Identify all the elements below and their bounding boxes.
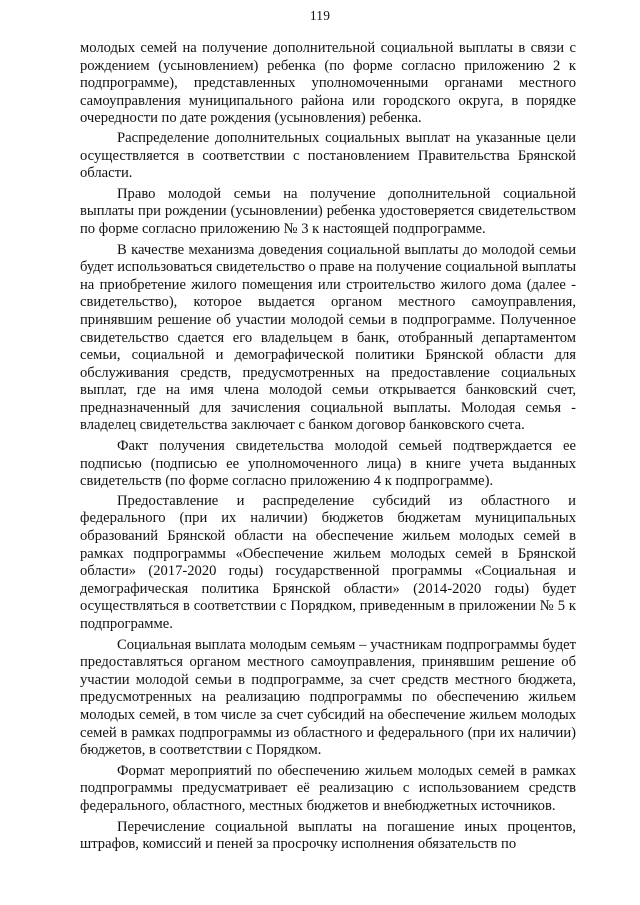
document-body — [80, 40, 576, 854]
paragraph-continued: молодых семей на получение дополнительной социальной выплаты в связи с рождением (усыновлением) ребенка (по форме согласно приложению 2 к подпрограмме), представленных уполномоченными органами местного самоуправления муниципального района или городского округа, в порядке очередности по дате рождения (усыновления) ребенка. — [80, 40, 576, 127]
paragraph-format: Формат мероприятий по обеспечению жильем молодых семей в рамках подпрограммы предусматривает её реализацию с использованием средств федерального, областного, местных бюджетов и внебюджетных источников. — [80, 762, 576, 814]
paragraph-social-payment: Социальная выплата молодым семьям – участникам подпрограммы будет предоставляться органом местного самоуправления, принявшим решение об участии молодой семьи в подпрограмме, за счет средств местного бюджета, предусмотренных на реализацию подпрограммы по обеспечению жильем молодых семей, в том числе за счет субсидий на обеспечение жильем молодых семей в рамках подпрограммы из областного и федерального (при их наличии) бюджетов, в соответствии с Порядком. — [80, 636, 576, 759]
paragraph-right-certification: Право молодой семьи на получение дополнительной социальной выплаты при рождении (усыновлении) ребенка удостоверяется свидетельством по форме согласно приложению № 3 к настоящей подпрограмме. — [80, 185, 576, 237]
paragraph-distribution: Распределение дополнительных социальных выплат на указанные цели осуществляется в соответствии с постановлением Правительства Брянской области. — [80, 129, 576, 182]
paragraph-mechanism: В качестве механизма доведения социальной выплаты до молодой семьи будет использоваться свидетельство о праве на получение социальной выплаты на приобретение жилого помещения или строительство жилого дома (далее - свидетельство), которое выдается органом местного самоуправления, принявшим решение об участии молодой семьи в подпрограмме. Полученное свидетельство сдается его владельцем в банк, отобранный департаментом семьи, социальной и демографической политики Брянской области для обслуживания средств, предусмотренных на предоставление социальных выплат, где на имя члена молодой семьи открывается банковский счет, предназначенный для зачисления социальной выплаты. Молодая семья - владелец свидетельства заключает с банком договор банковского счета. — [80, 241, 576, 434]
paragraph-subsidies: Предоставление и распределение субсидий из областного и федерального (при их наличии) бюджетов бюджетам муниципальных образований Брянской области на обеспечение жильем молодых семей в рамках подпрограммы «Обеспечение жильем молодых семей в Брянской области» (2017-2020 годы) государственной программы «Социальная и демографическая политика Брянской области» (2014-2020 годы) будет осуществляться в соответствии с Порядком, приведенным в приложении № 5 к подпрограмме. — [80, 492, 576, 632]
page-number: 119 — [309, 8, 331, 23]
paragraph-transfer: Перечисление социальной выплаты на погашение иных процентов, штрафов, комиссий и пеней за просрочку исполнения обязательств по — [80, 818, 576, 853]
paragraph-fact-receipt: Факт получения свидетельства молодой семьей подтверждается ее подписью (подписью ее уполномоченного лица) в книге учета выданных свидетельств (по форме согласно приложению 4 к подпрограмме). — [80, 438, 576, 490]
